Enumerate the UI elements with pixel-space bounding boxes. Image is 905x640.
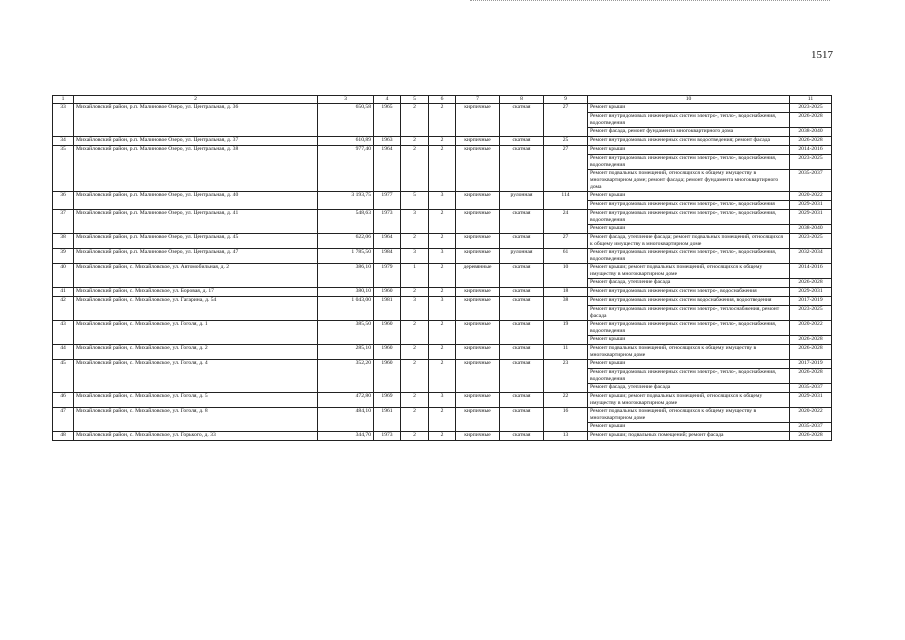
roof-type-cell: скатная bbox=[500, 145, 544, 191]
repair-period-cell: 2017-2019 bbox=[790, 296, 832, 305]
page-number: 1517 bbox=[811, 49, 833, 61]
address-cell: Михайловский район, с. Михайловское, ул. Гоголя, д. 1 bbox=[74, 320, 318, 344]
table-row bbox=[53, 320, 832, 335]
column-header: 4 bbox=[374, 96, 401, 104]
address-cell: Михайловский район, с. Михайловское, ул. Гоголя, д. 5 bbox=[74, 392, 318, 407]
wall-material-cell: кирпичные bbox=[456, 392, 500, 407]
row-number-cell: 47 bbox=[53, 407, 74, 431]
repair-period-cell: 2026-2028 bbox=[790, 278, 832, 287]
address-cell: Михайловский район, р.п. Малиновое Озеро, ул. Центральная, д. 41 bbox=[74, 209, 318, 233]
roof-type-cell: скатная bbox=[500, 296, 544, 320]
repair-work-cell: Ремонт внутридомовых инженерных систем водоотведения; ремонт фасада bbox=[588, 136, 790, 145]
floors-cell: 2 bbox=[401, 287, 429, 296]
row-number-cell: 48 bbox=[53, 431, 74, 440]
repair-work-cell: Ремонт крыши; подвальных помещений; ремонт фасада bbox=[588, 431, 790, 440]
column-header: 5 bbox=[401, 96, 429, 104]
floors-cell: 2 bbox=[401, 136, 429, 145]
build-year-cell: 1973 bbox=[374, 431, 401, 440]
table-row bbox=[53, 263, 832, 278]
address-cell: Михайловский район, р.п. Малиновое Озеро, ул. Центральная, д. 40 bbox=[74, 191, 318, 209]
build-year-cell: 1964 bbox=[374, 233, 401, 248]
table-row bbox=[53, 103, 832, 112]
build-year-cell: 1961 bbox=[374, 407, 401, 431]
housing-register-table bbox=[52, 95, 832, 441]
area-cell: 380,10 bbox=[318, 287, 374, 296]
repair-work-cell: Ремонт подвальных помещений, относящихся к общему имуществу в многоквартирном доме bbox=[588, 407, 790, 422]
build-year-cell: 1973 bbox=[374, 209, 401, 233]
entrances-cell: 2 bbox=[429, 359, 456, 392]
repair-period-cell: 2038-2040 bbox=[790, 127, 832, 136]
entrances-cell: 3 bbox=[429, 191, 456, 209]
repair-work-cell: Ремонт внутридомовых инженерных систем электро-, водоснабжения bbox=[588, 287, 790, 296]
floors-cell: 2 bbox=[401, 359, 429, 392]
floors-cell: 1 bbox=[401, 263, 429, 287]
repair-work-cell: Ремонт фасада, утепление фасада bbox=[588, 383, 790, 392]
address-cell: Михайловский район, р.п. Малиновое Озеро, ул. Центральная, д. 36 bbox=[74, 103, 318, 136]
repair-work-cell: Ремонт крыши bbox=[588, 224, 790, 233]
wall-material-cell: кирпичные bbox=[456, 136, 500, 145]
build-year-cell: 1981 bbox=[374, 296, 401, 320]
table-row bbox=[53, 248, 832, 263]
table-row bbox=[53, 287, 832, 296]
entrances-cell: 3 bbox=[429, 296, 456, 320]
roof-type-cell: скатная bbox=[500, 209, 544, 233]
repair-period-cell: 2035-2037 bbox=[790, 422, 832, 431]
build-year-cell: 1984 bbox=[374, 248, 401, 263]
repair-period-cell: 2029-2031 bbox=[790, 392, 832, 407]
repair-period-cell: 2026-2028 bbox=[790, 112, 832, 127]
row-number-cell: 40 bbox=[53, 263, 74, 287]
build-year-cell: 1979 bbox=[374, 263, 401, 287]
wall-material-cell: кирпичные bbox=[456, 287, 500, 296]
repair-work-cell: Ремонт крыши bbox=[588, 145, 790, 154]
entrances-cell: 2 bbox=[429, 407, 456, 431]
wall-material-cell: кирпичные bbox=[456, 407, 500, 431]
table-row bbox=[53, 407, 832, 422]
table-row bbox=[53, 431, 832, 440]
table-body bbox=[53, 96, 832, 441]
entrances-cell: 2 bbox=[429, 431, 456, 440]
apartments-cell: 18 bbox=[544, 287, 588, 296]
apartments-cell: 16 bbox=[544, 407, 588, 431]
repair-period-cell: 2026-2028 bbox=[790, 368, 832, 383]
repair-work-cell: Ремонт крыши bbox=[588, 359, 790, 368]
column-header: 9 bbox=[544, 96, 588, 104]
roof-type-cell: скатная bbox=[500, 287, 544, 296]
row-number-cell: 42 bbox=[53, 296, 74, 320]
entrances-cell: 2 bbox=[429, 209, 456, 233]
wall-material-cell: кирпичные bbox=[456, 431, 500, 440]
top-scan-line bbox=[470, 0, 830, 2]
repair-period-cell: 2032-2034 bbox=[790, 248, 832, 263]
wall-material-cell: кирпичные bbox=[456, 296, 500, 320]
repair-work-cell: Ремонт крыши bbox=[588, 335, 790, 344]
address-cell: Михайловский район, р.п. Малиновое Озеро, ул. Центральная, д. 38 bbox=[74, 145, 318, 191]
address-cell: Михайловский район, с. Михайловское, ул. Гоголя, д. 8 bbox=[74, 407, 318, 431]
address-cell: Михайловский район, с. Михайловское, ул. Боровая, д. 17 bbox=[74, 287, 318, 296]
repair-period-cell: 2026-2028 bbox=[790, 431, 832, 440]
wall-material-cell: кирпичные bbox=[456, 191, 500, 209]
apartments-cell: 19 bbox=[544, 320, 588, 344]
roof-type-cell: рулонная bbox=[500, 248, 544, 263]
table-row bbox=[53, 209, 832, 224]
wall-material-cell: кирпичные bbox=[456, 320, 500, 344]
repair-work-cell: Ремонт внутридомовых инженерных систем электро-, тепло-, водоснабжения, водоотведения bbox=[588, 248, 790, 263]
apartments-cell: 27 bbox=[544, 145, 588, 191]
row-number-cell: 35 bbox=[53, 145, 74, 191]
column-number-row bbox=[53, 96, 832, 104]
column-header: 1 bbox=[53, 96, 74, 104]
floors-cell: 2 bbox=[401, 320, 429, 344]
repair-period-cell: 2014-2016 bbox=[790, 145, 832, 154]
roof-type-cell: скатная bbox=[500, 392, 544, 407]
entrances-cell: 2 bbox=[429, 136, 456, 145]
repair-period-cell: 2014-2016 bbox=[790, 263, 832, 278]
roof-type-cell: рулонная bbox=[500, 191, 544, 209]
floors-cell: 2 bbox=[401, 233, 429, 248]
row-number-cell: 41 bbox=[53, 287, 74, 296]
address-cell: Михайловский район, с. Михайловское, ул. Горького, д. 33 bbox=[74, 431, 318, 440]
area-cell: 1 785,50 bbox=[318, 248, 374, 263]
repair-work-cell: Ремонт фасада, утепление фасада; ремонт подвальных помещений, относящихся к общему имуществу в многоквартирном доме bbox=[588, 233, 790, 248]
address-cell: Михайловский район, р.п. Малиновое Озеро, ул. Центральная, д. 47 bbox=[74, 248, 318, 263]
apartments-cell: 10 bbox=[544, 263, 588, 287]
area-cell: 285,10 bbox=[318, 344, 374, 359]
column-header: 7 bbox=[456, 96, 500, 104]
roof-type-cell: скатная bbox=[500, 407, 544, 431]
area-cell: 484,10 bbox=[318, 407, 374, 431]
build-year-cell: 1960 bbox=[374, 320, 401, 344]
row-number-cell: 39 bbox=[53, 248, 74, 263]
wall-material-cell: кирпичные bbox=[456, 103, 500, 136]
repair-period-cell: 2029-2031 bbox=[790, 209, 832, 224]
column-header: 2 bbox=[74, 96, 318, 104]
column-header: 10 bbox=[588, 96, 790, 104]
row-number-cell: 45 bbox=[53, 359, 74, 392]
area-cell: 386,10 bbox=[318, 263, 374, 287]
apartments-cell: 27 bbox=[544, 103, 588, 136]
repair-period-cell: 2023-2025 bbox=[790, 233, 832, 248]
table-row bbox=[53, 359, 832, 368]
apartments-cell: 22 bbox=[544, 392, 588, 407]
column-header: 8 bbox=[500, 96, 544, 104]
area-cell: 548,63 bbox=[318, 209, 374, 233]
repair-period-cell: 2017-2019 bbox=[790, 359, 832, 368]
repair-period-cell: 2026-2028 bbox=[790, 344, 832, 359]
apartments-cell: 11 bbox=[544, 344, 588, 359]
wall-material-cell: кирпичные bbox=[456, 233, 500, 248]
table-row bbox=[53, 296, 832, 305]
build-year-cell: 1963 bbox=[374, 136, 401, 145]
repair-work-cell: Ремонт фасада, утепление фасада bbox=[588, 278, 790, 287]
address-cell: Михайловский район, с. Михайловское, ул. Автомобильная, д. 2 bbox=[74, 263, 318, 287]
area-cell: 472,80 bbox=[318, 392, 374, 407]
entrances-cell: 2 bbox=[429, 103, 456, 136]
area-cell: 385,50 bbox=[318, 320, 374, 344]
repair-period-cell: 2029-2031 bbox=[790, 200, 832, 209]
repair-work-cell: Ремонт внутридомовых инженерных систем электро-, тепло-, водоснабжения, водоотведения bbox=[588, 320, 790, 335]
table-row bbox=[53, 392, 832, 407]
entrances-cell: 2 bbox=[429, 287, 456, 296]
repair-period-cell: 2020-2022 bbox=[790, 320, 832, 335]
roof-type-cell: скатная bbox=[500, 233, 544, 248]
floors-cell: 2 bbox=[401, 145, 429, 191]
entrances-cell: 2 bbox=[429, 145, 456, 191]
entrances-cell: 2 bbox=[429, 344, 456, 359]
repair-work-cell: Ремонт внутридомовых инженерных систем электро-, тепло-, водоснабжения, водоотведения bbox=[588, 368, 790, 383]
area-cell: 650,58 bbox=[318, 103, 374, 136]
floors-cell: 3 bbox=[401, 296, 429, 320]
floors-cell: 2 bbox=[401, 392, 429, 407]
build-year-cell: 1960 bbox=[374, 344, 401, 359]
area-cell: 344,70 bbox=[318, 431, 374, 440]
repair-work-cell: Ремонт крыши bbox=[588, 191, 790, 200]
build-year-cell: 1965 bbox=[374, 103, 401, 136]
floors-cell: 2 bbox=[401, 344, 429, 359]
wall-material-cell: деревянные bbox=[456, 263, 500, 287]
apartments-cell: 27 bbox=[544, 233, 588, 248]
apartments-cell: 24 bbox=[544, 209, 588, 233]
roof-type-cell: скатная bbox=[500, 263, 544, 287]
wall-material-cell: кирпичные bbox=[456, 344, 500, 359]
address-cell: Михайловский район, с. Михайловское, ул. Гоголя, д. 4 bbox=[74, 359, 318, 392]
repair-work-cell: Ремонт крыши bbox=[588, 422, 790, 431]
row-number-cell: 36 bbox=[53, 191, 74, 209]
row-number-cell: 37 bbox=[53, 209, 74, 233]
build-year-cell: 1969 bbox=[374, 392, 401, 407]
apartments-cell: 61 bbox=[544, 248, 588, 263]
row-number-cell: 46 bbox=[53, 392, 74, 407]
build-year-cell: 1960 bbox=[374, 359, 401, 392]
table-row bbox=[53, 191, 832, 200]
column-header: 6 bbox=[429, 96, 456, 104]
floors-cell: 3 bbox=[401, 209, 429, 233]
wall-material-cell: кирпичные bbox=[456, 359, 500, 392]
wall-material-cell: кирпичные bbox=[456, 248, 500, 263]
floors-cell: 3 bbox=[401, 248, 429, 263]
floors-cell: 2 bbox=[401, 431, 429, 440]
repair-period-cell: 2020-2022 bbox=[790, 407, 832, 422]
wall-material-cell: кирпичные bbox=[456, 209, 500, 233]
repair-work-cell: Ремонт фасада, ремонт фундамента многоквартирного дома bbox=[588, 127, 790, 136]
repair-period-cell: 2035-2037 bbox=[790, 169, 832, 191]
repair-period-cell: 2035-2037 bbox=[790, 383, 832, 392]
repair-period-cell: 2023-2025 bbox=[790, 305, 832, 320]
roof-type-cell: скатная bbox=[500, 431, 544, 440]
floors-cell: 5 bbox=[401, 191, 429, 209]
row-number-cell: 38 bbox=[53, 233, 74, 248]
repair-period-cell: 2038-2040 bbox=[790, 224, 832, 233]
table-row bbox=[53, 344, 832, 359]
area-cell: 352,20 bbox=[318, 359, 374, 392]
repair-work-cell: Ремонт подвальных помещений, относящихся к общему имуществу в многоквартирном доме; ремонт фасада; ремонт фундамента многоквартирного дома bbox=[588, 169, 790, 191]
entrances-cell: 3 bbox=[429, 392, 456, 407]
area-cell: 622,06 bbox=[318, 233, 374, 248]
table-row bbox=[53, 136, 832, 145]
row-number-cell: 34 bbox=[53, 136, 74, 145]
column-header: 11 bbox=[790, 96, 832, 104]
area-cell: 977,40 bbox=[318, 145, 374, 191]
area-cell: 1 043,00 bbox=[318, 296, 374, 320]
wall-material-cell: кирпичные bbox=[456, 145, 500, 191]
apartments-cell: 25 bbox=[544, 136, 588, 145]
roof-type-cell: скатная bbox=[500, 344, 544, 359]
entrances-cell: 2 bbox=[429, 320, 456, 344]
repair-work-cell: Ремонт внутридомовых инженерных систем водоснабжения, водоотведения bbox=[588, 296, 790, 305]
build-year-cell: 1964 bbox=[374, 145, 401, 191]
table-row bbox=[53, 233, 832, 248]
repair-work-cell: Ремонт крыши; ремонт подвальных помещений, относящихся к общему имуществу в многоквартирном доме bbox=[588, 263, 790, 278]
row-number-cell: 43 bbox=[53, 320, 74, 344]
repair-work-cell: Ремонт крыши bbox=[588, 103, 790, 112]
entrances-cell: 2 bbox=[429, 233, 456, 248]
repair-work-cell: Ремонт внутридомовых инженерных систем электро-, теплоснабжения, ремонт фасада bbox=[588, 305, 790, 320]
row-number-cell: 44 bbox=[53, 344, 74, 359]
table-row bbox=[53, 145, 832, 154]
address-cell: Михайловский район, р.п. Малиновое Озеро, ул. Центральная, д. 45 bbox=[74, 233, 318, 248]
area-cell: 3 193,75 bbox=[318, 191, 374, 209]
floors-cell: 2 bbox=[401, 407, 429, 431]
apartments-cell: 13 bbox=[544, 431, 588, 440]
repair-period-cell: 2023-2025 bbox=[790, 154, 832, 169]
roof-type-cell: скатная bbox=[500, 103, 544, 136]
column-header: 3 bbox=[318, 96, 374, 104]
floors-cell: 2 bbox=[401, 103, 429, 136]
roof-type-cell: скатная bbox=[500, 359, 544, 392]
repair-work-cell: Ремонт внутридомовых инженерных систем электро-, тепло-, водоснабжения bbox=[588, 200, 790, 209]
repair-work-cell: Ремонт подвальных помещений, относящихся к общему имуществу в многоквартирном доме bbox=[588, 344, 790, 359]
apartments-cell: 38 bbox=[544, 296, 588, 320]
entrances-cell: 2 bbox=[429, 263, 456, 287]
entrances-cell: 3 bbox=[429, 248, 456, 263]
repair-work-cell: Ремонт внутридомовых инженерных систем электро-, тепло-, водоснабжения, водоотведения bbox=[588, 112, 790, 127]
address-cell: Михайловский район, с. Михайловское, ул. Гоголя, д. 2 bbox=[74, 344, 318, 359]
address-cell: Михайловский район, р.п. Малиновое Озеро, ул. Центральная, д. 37 bbox=[74, 136, 318, 145]
roof-type-cell: скатная bbox=[500, 320, 544, 344]
repair-work-cell: Ремонт крыши; ремонт подвальных помещений, относящихся к общему имуществу в многоквартирном доме bbox=[588, 392, 790, 407]
address-cell: Михайловский район, с. Михайловское, ул. Гагарина, д. 54 bbox=[74, 296, 318, 320]
repair-period-cell: 2026-2028 bbox=[790, 335, 832, 344]
repair-period-cell: 2026-2028 bbox=[790, 136, 832, 145]
repair-work-cell: Ремонт внутридомовых инженерных систем электро-, тепло-, водоснабжения, водоотведения bbox=[588, 209, 790, 224]
repair-period-cell: 2029-2031 bbox=[790, 287, 832, 296]
build-year-cell: 1960 bbox=[374, 287, 401, 296]
roof-type-cell: скатная bbox=[500, 136, 544, 145]
apartments-cell: 114 bbox=[544, 191, 588, 209]
area-cell: 610,89 bbox=[318, 136, 374, 145]
repair-period-cell: 2020-2022 bbox=[790, 191, 832, 200]
build-year-cell: 1977 bbox=[374, 191, 401, 209]
row-number-cell: 33 bbox=[53, 103, 74, 136]
repair-period-cell: 2023-2025 bbox=[790, 103, 832, 112]
repair-work-cell: Ремонт внутридомовых инженерных систем электро-, тепло-, водоснабжения, водоотведения bbox=[588, 154, 790, 169]
apartments-cell: 23 bbox=[544, 359, 588, 392]
